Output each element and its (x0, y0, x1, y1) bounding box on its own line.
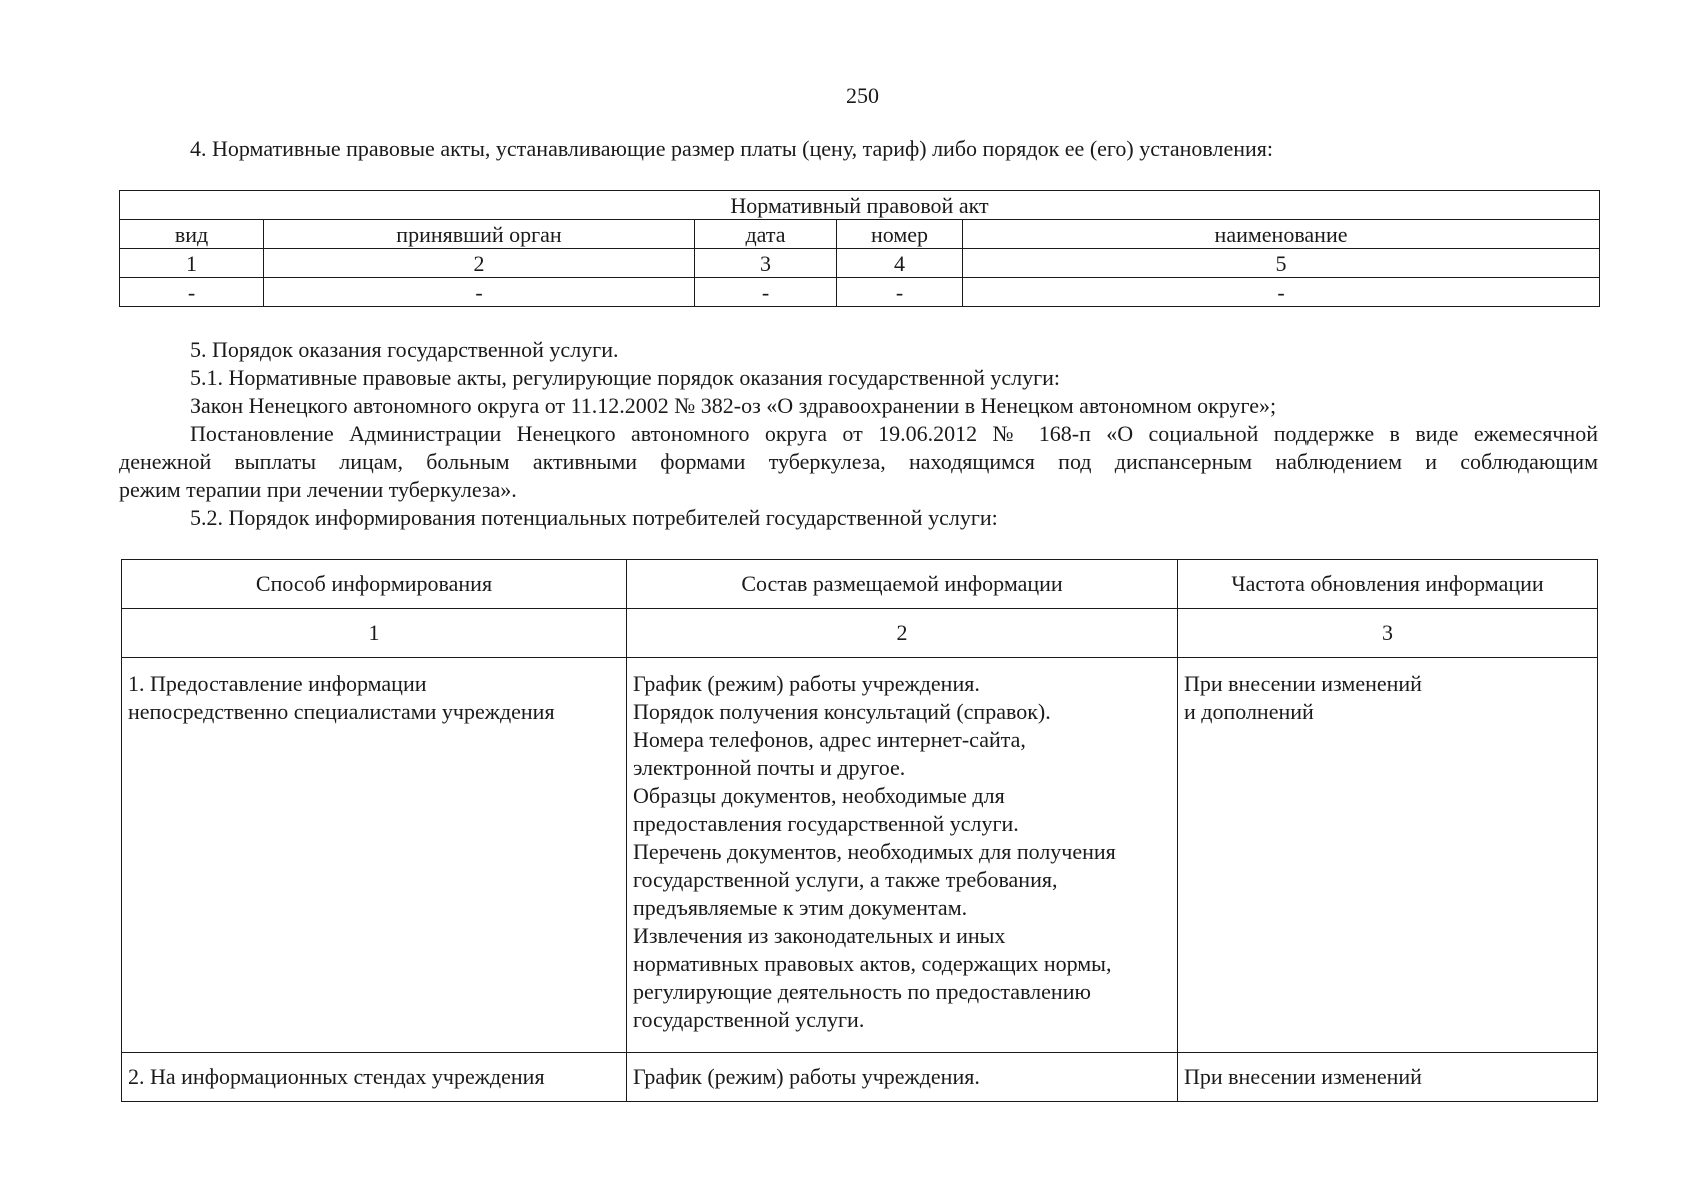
frequency-cell: При внесении изменений (1178, 1053, 1598, 1102)
column-number: 4 (837, 249, 963, 278)
cell-line: и дополнений (1184, 699, 1314, 724)
cell-line: регулирующие деятельность по предоставлению (633, 979, 1091, 1004)
column-number: 1 (120, 249, 264, 278)
table-row (122, 658, 1598, 1053)
column-header: Состав размещаемой информации (627, 560, 1178, 609)
cell-line: Образцы документов, необходимые для (633, 783, 1005, 808)
table-cell: - (695, 278, 837, 307)
page-number: 250 (846, 83, 879, 108)
cell-line: предъявляемые к этим документам. (633, 895, 968, 920)
cell-line: государственной услуги, а также требования, (633, 867, 1058, 892)
column-number: 3 (1178, 609, 1598, 658)
cell-line: предоставления государственной услуги. (633, 811, 1019, 836)
table-cell: - (837, 278, 963, 307)
column-number: 2 (264, 249, 695, 278)
method-cell: 2. На информационных стендах учреждения (122, 1053, 627, 1102)
table-cell: - (264, 278, 695, 307)
frequency-cell (1178, 658, 1598, 1053)
table-header-row (120, 220, 1600, 249)
content-cell (627, 658, 1178, 1053)
column-number: 5 (963, 249, 1600, 278)
section-5-2-heading: 5.2. Порядок информирования потенциальных потребителей государственной услуги: (190, 505, 998, 530)
cell-line: нормативных правовых актов, содержащих нормы, (633, 951, 1112, 976)
decree-line-2: денежной выплаты лицам, больным активными формами туберкулеза, находящимся под диспансерным наблюдением и соблюдающим (119, 449, 1598, 474)
column-number-row (120, 249, 1600, 278)
cell-line: При внесении изменений (1184, 671, 1422, 696)
cell-line: Порядок получения консультаций (справок). (633, 699, 1051, 724)
section-5-1-heading: 5.1. Нормативные правовые акты, регулирующие порядок оказания государственной услуги: (190, 365, 1061, 390)
table-cell: - (963, 278, 1600, 307)
section-4-heading: 4. Нормативные правовые акты, устанавливающие размер платы (цену, тариф) либо порядок ее (его) установления: (190, 136, 1274, 161)
table-row (120, 278, 1600, 307)
cell-line: Извлечения из законодательных и иных (633, 923, 1006, 948)
law-reference: Закон Ненецкого автономного округа от 11.12.2002 № 382-оз «О здравоохранении в Ненецком автономном округе»; (190, 393, 1277, 418)
cell-line: 1. Предоставление информации (128, 671, 427, 696)
cell-line: государственной услуги. (633, 1007, 865, 1032)
fee-acts-table (119, 190, 1600, 307)
column-number: 3 (695, 249, 837, 278)
cell-line: электронной почты и другое. (633, 755, 906, 780)
informing-table (121, 559, 1598, 1102)
column-header: дата (695, 220, 837, 249)
column-number: 1 (122, 609, 627, 658)
cell-line: Перечень документов, необходимых для получения (633, 839, 1116, 864)
table-cell: - (120, 278, 264, 307)
column-number: 2 (627, 609, 1178, 658)
table-title: Нормативный правовой акт (120, 191, 1600, 220)
cell-line: График (режим) работы учреждения. (633, 671, 980, 696)
cell-line: непосредственно специалистами учреждения (128, 699, 555, 724)
column-header: Способ информирования (122, 560, 627, 609)
column-header: вид (120, 220, 264, 249)
column-header: принявший орган (264, 220, 695, 249)
table-header-row (122, 560, 1598, 609)
column-header: Частота обновления информации (1178, 560, 1598, 609)
column-number-row (122, 609, 1598, 658)
section-5-heading: 5. Порядок оказания государственной услуги. (190, 337, 619, 362)
table-row (122, 1053, 1598, 1102)
column-header: наименование (963, 220, 1600, 249)
decree-line-3: режим терапии при лечении туберкулеза». (119, 477, 517, 502)
method-cell (122, 658, 627, 1053)
content-cell: График (режим) работы учреждения. (627, 1053, 1178, 1102)
decree-line-1: Постановление Администрации Ненецкого автономного округа от 19.06.2012 № 168-п «О социальной поддержке в виде ежемесячной (190, 421, 1598, 446)
column-header: номер (837, 220, 963, 249)
cell-line: Номера телефонов, адрес интернет-сайта, (633, 727, 1026, 752)
